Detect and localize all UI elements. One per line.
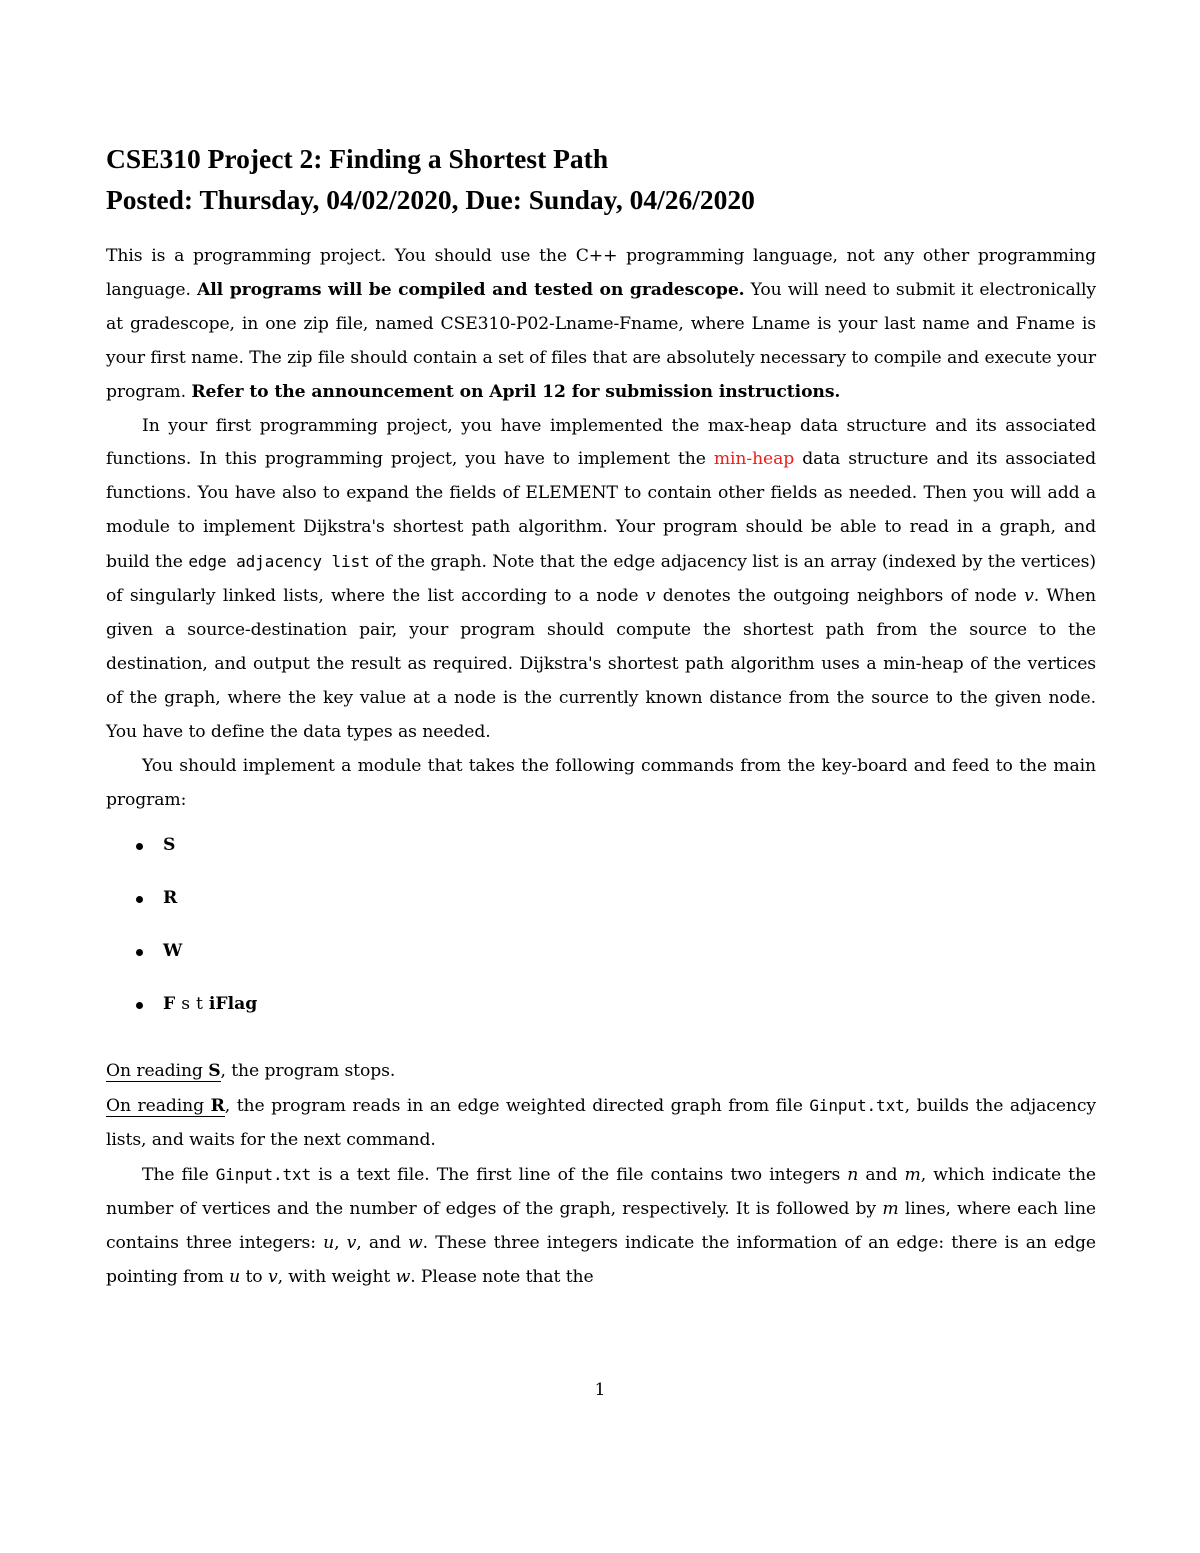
document-dates: Posted: Thursday, 04/02/2020, Due: Sunday, 04/26/2020 xyxy=(106,184,755,215)
task-text-2: data structure and its associated functions. You have also to expand the fields of ELEMENT to contain other fields as needed. Then you will add a module to implement Dijkstra's shortest path algorithm. Your program should be able to read in a graph, and build the xyxy=(106,449,1096,573)
command-item xyxy=(136,882,1096,935)
command-s: S xyxy=(163,835,176,856)
document-title: CSE310 Project 2: Finding a Shortest Path xyxy=(106,143,609,174)
ginput-filename: Ginput.txt xyxy=(809,1096,905,1116)
command-list xyxy=(106,829,1096,1041)
min-heap-highlight: min-heap xyxy=(713,449,795,470)
command-r: R xyxy=(163,888,178,909)
task-text-1: In your first programming project, you have implemented the max-heap data structure and its associated functions. In this programming project, you have to implement the xyxy=(106,415,1096,470)
intro-paragraph xyxy=(106,240,1096,410)
task-text-4: denotes the outgoing neighbors of node xyxy=(655,586,1025,607)
task-text-5: . When given a source-destination pair, your program should compute the shortest path from the source to the destination, and output the result as required. Dijkstra's shortest path algorithm uses a min-heap of the vertices of the graph, where the key value at a node is the currently known distance from the source to the given node. You have to define the data types as needed. xyxy=(106,586,1096,742)
bullet-icon xyxy=(136,1002,143,1009)
task-text-3: of the graph. Note that the edge adjacency list is an array (indexed by the vertices) of singularly linked lists, where the list according to a node xyxy=(106,552,1096,607)
compile-notice: All programs will be compiled and tested on gradescope. xyxy=(196,279,745,300)
edge-adjacency-list-code: edge adjacency list xyxy=(188,552,370,572)
command-item xyxy=(136,988,1096,1041)
var-v: v xyxy=(1024,586,1034,607)
var-v: v xyxy=(645,586,656,607)
command-f-flag: iFlag xyxy=(208,994,258,1015)
intro-text-2: You will need to submit it electronically at gradescope, in one zip file, named CSE310-P02-Lname-Fname, where Lname is your last name and Fname is your first name. The zip file should contain a set of files that are absolutely necessary to compile and execute your program. xyxy=(106,279,1097,402)
bullet-icon xyxy=(136,896,143,903)
command-f-name: F xyxy=(163,994,176,1015)
submission-notice: Refer to the announcement on April 12 for submission instructions. xyxy=(191,381,841,402)
command-f-arg-s: s xyxy=(181,994,191,1015)
ginput-filename: Ginput.txt xyxy=(215,1165,312,1185)
on-reading-s-text: , the program stops. xyxy=(220,1061,396,1082)
command-item xyxy=(136,935,1096,988)
bullet-icon xyxy=(136,843,143,850)
commands-intro: You should implement a module that takes the following commands from the key-board and feed to the main program: xyxy=(106,755,1096,810)
on-reading-r-label: On reading R xyxy=(106,1096,225,1117)
on-reading-s xyxy=(106,1055,1096,1089)
task-paragraph xyxy=(106,410,1096,750)
command-f xyxy=(163,988,257,1022)
on-reading-s-label: On reading S xyxy=(106,1061,221,1082)
on-reading-r: On reading R, the program reads in an edge weighted directed graph from file Ginput.txt, builds the adjacency lists, and waits for the next command. xyxy=(106,1096,1096,1151)
document-page xyxy=(106,138,1096,1295)
intro-text-1: This is a programming project. You should use the C++ programming language, not any other programming language. xyxy=(106,246,1096,300)
command-item xyxy=(136,829,1096,882)
bullet-icon xyxy=(136,949,143,956)
file-format-paragraph: The file Ginput.txt is a text file. The first line of the file contains two integers n and m, which indicate the number of vertices and the number of edges of the graph, respectively. It is followed by m lines, where each line contains three integers: u, v, and w. These three integers indicate the information of an edge: there is an edge pointing from u to v, with weight w. Please note that the xyxy=(106,1165,1096,1287)
command-f-arg-t: t xyxy=(196,994,203,1015)
page-number: 1 xyxy=(594,1380,606,1400)
command-w: W xyxy=(163,941,183,962)
